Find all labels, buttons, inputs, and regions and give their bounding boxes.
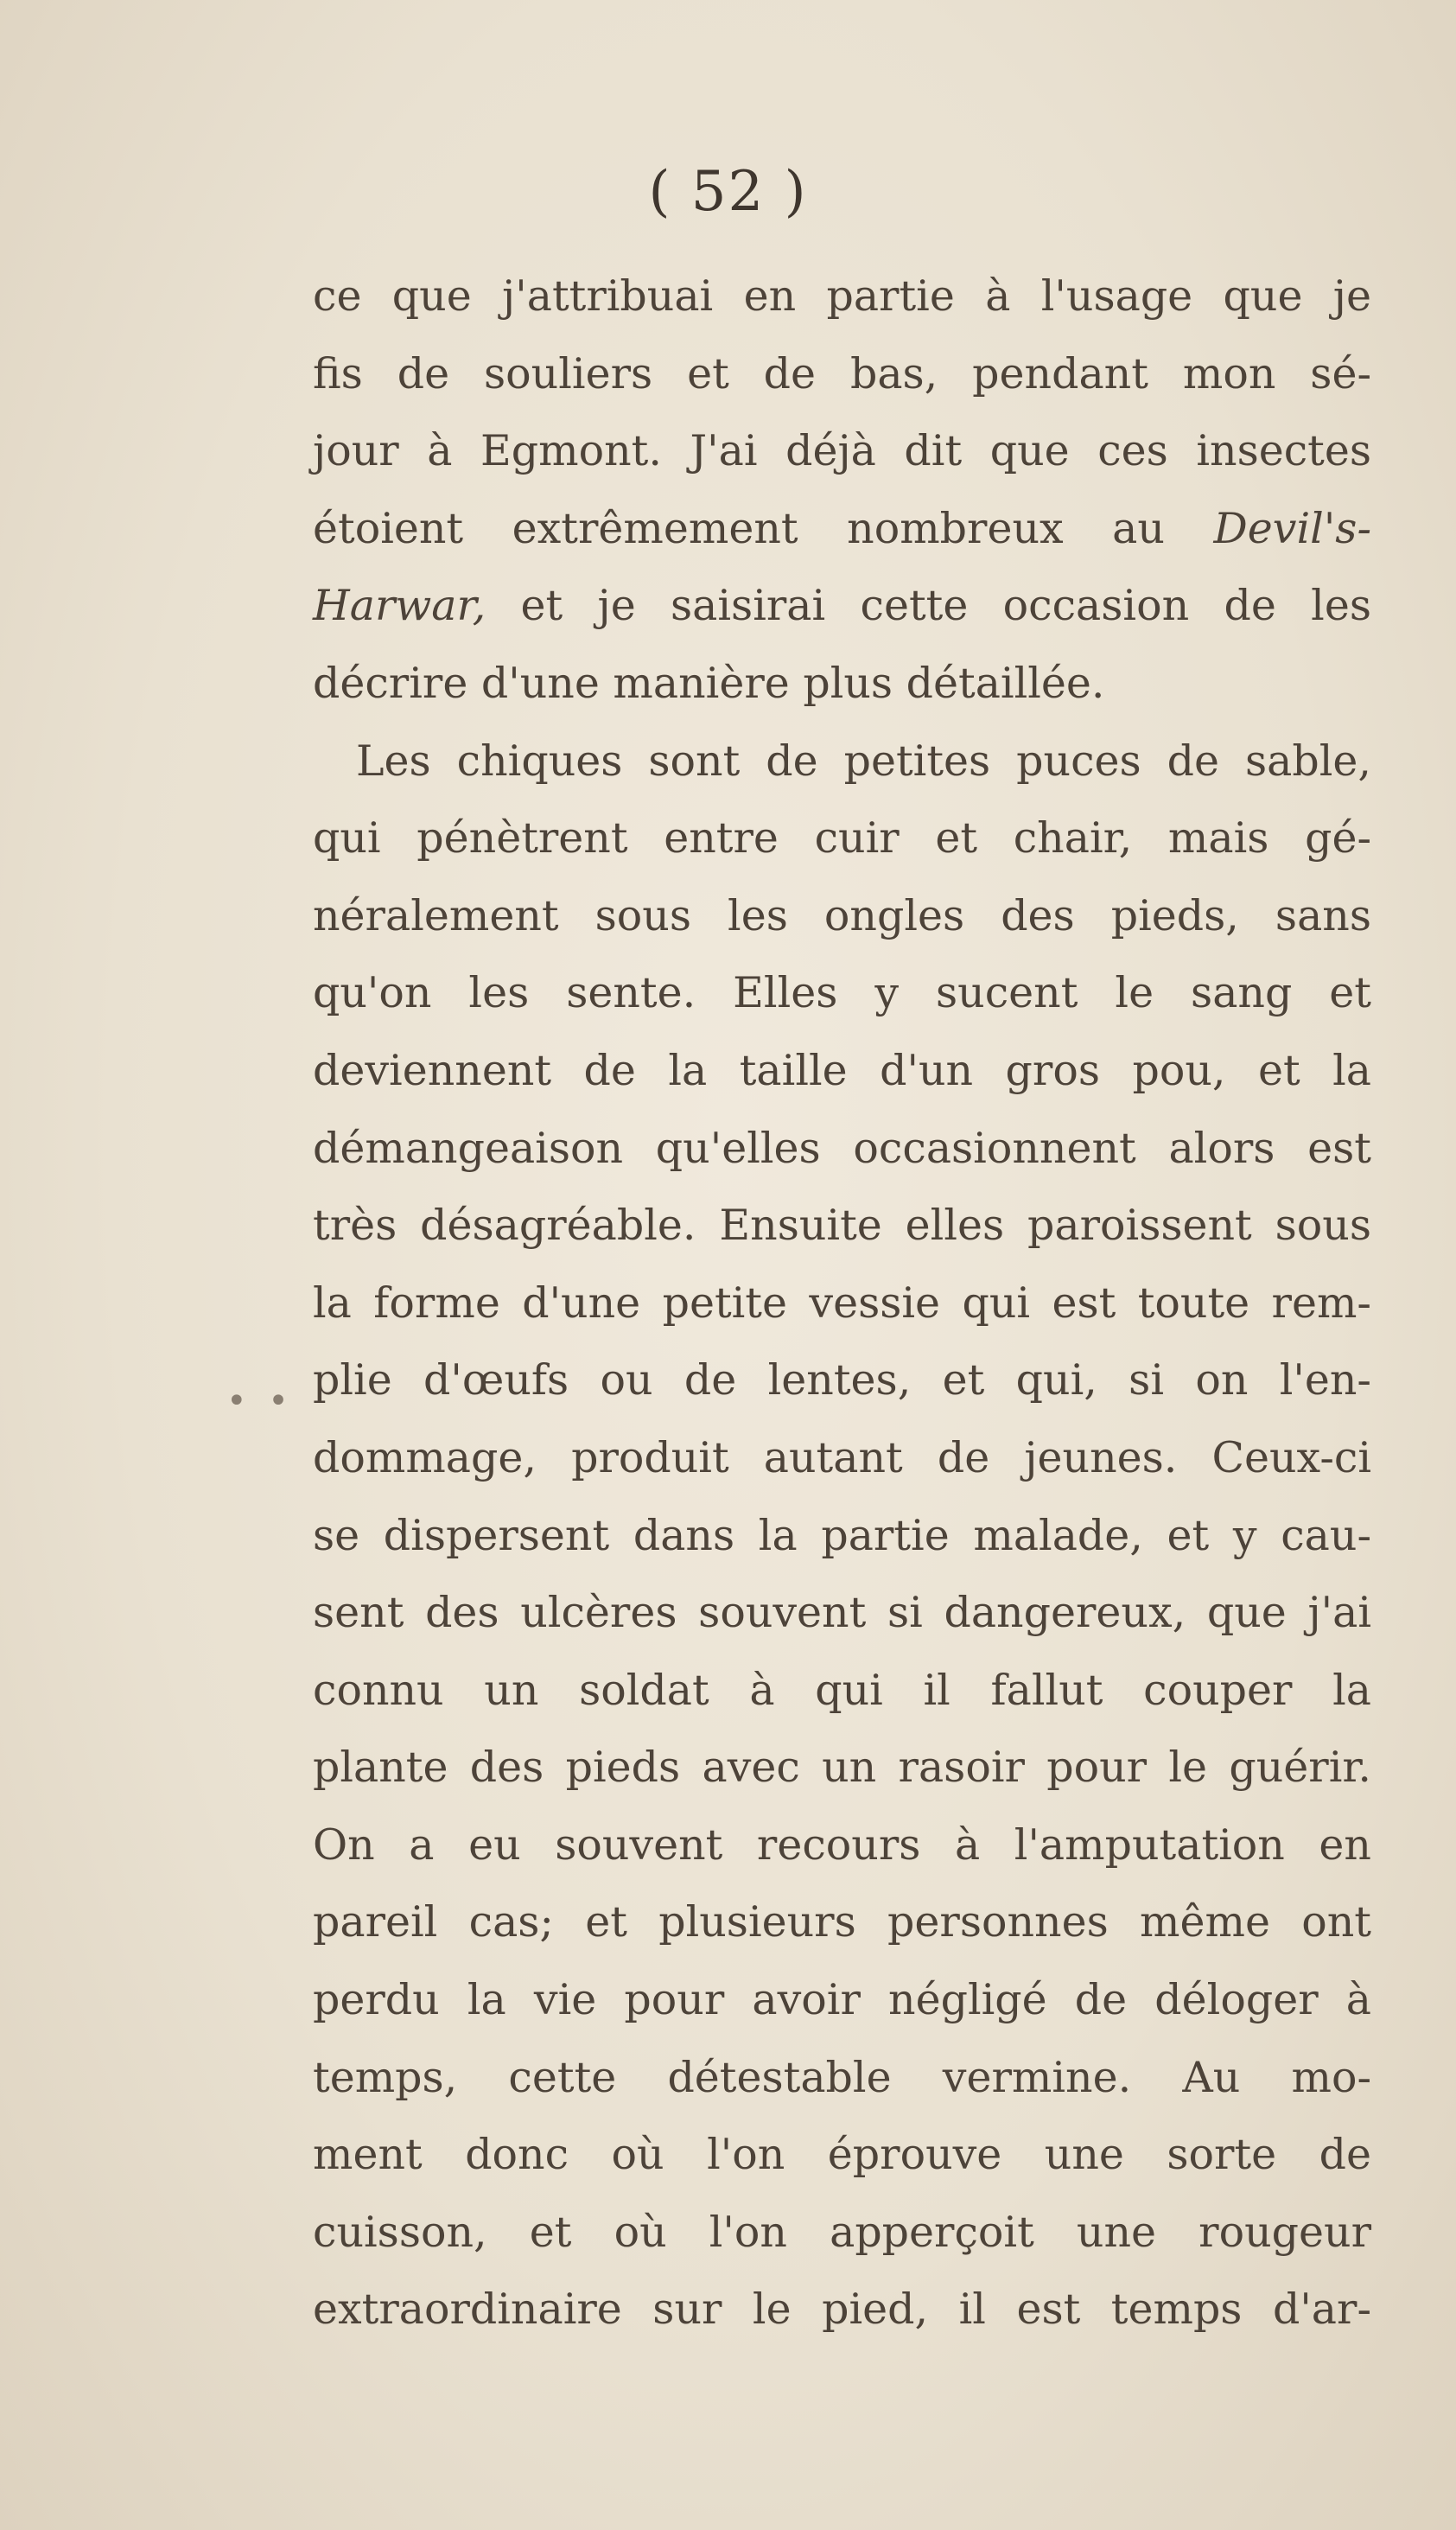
text-line-24: temps, cette détestable vermine. Au mo- <box>313 2052 1371 2102</box>
text-line-1: ce que j'attribuai en partie à l'usage que je <box>313 271 1371 321</box>
body-text <box>313 258 1371 2348</box>
text-line-4 <box>313 490 1371 568</box>
text-line-11: deviennent de la taille d'un gros pou, et la <box>313 1045 1371 1095</box>
text-line-15: plie d'œufs ou de lentes, et qui, si on l'en- <box>313 1355 1371 1405</box>
text-line-21: On a eu souvent recours à l'amputation en <box>313 1819 1371 1870</box>
text-line-7: Les chiques sont de petites puces de sable, <box>356 736 1371 786</box>
text-line-16: dommage, produit autant de jeunes. Ceux-ci <box>313 1432 1371 1482</box>
text-line-26: cuisson, et où l'on apperçoit une rougeur <box>313 2207 1371 2257</box>
page-number: ( 52 ) <box>648 160 808 224</box>
text-line-23: perdu la vie pour avoir négligé de déloger à <box>313 1975 1371 2025</box>
text-line-20: plante des pieds avec un rasoir pour le guérir. <box>313 1743 1371 1793</box>
text-line-22: pareil cas; et plusieurs personnes même ont <box>313 1897 1371 1947</box>
text-line-14: la forme d'une petite vessie qui est toute rem- <box>313 1278 1371 1328</box>
text-line-25: ment donc où l'on éprouve une sorte de <box>313 2130 1371 2180</box>
text-line-13: très désagréable. Ensuite elles paroissent sous <box>313 1201 1371 1251</box>
text-line-19: connu un soldat à qui il fallut couper la <box>313 1665 1371 1715</box>
text-line-12: démangeaison qu'elles occasionnent alors est <box>313 1123 1371 1173</box>
text-line-5-roman: et je saisirai cette occasion de les <box>486 581 1371 631</box>
text-line-2: fis de souliers et de bas, pendant mon sé- <box>313 348 1371 398</box>
text-line-8: qui pénètrent entre cuir et chair, mais gé- <box>313 813 1371 864</box>
text-line-9: néralement sous les ongles des pieds, sans <box>313 890 1371 940</box>
text-line-17: se dispersent dans la partie malade, et y cau- <box>313 1510 1371 1560</box>
text-line-10: qu'on les sente. Elles y sucent le sang et <box>313 968 1371 1018</box>
text-line-6: décrire d'une manière plus détaillée. <box>313 658 1105 708</box>
margin-mark: • • <box>226 1381 294 1421</box>
text-line-4-italic: Devil's- <box>1213 503 1371 553</box>
text-line-5-italic: Harwar, <box>313 581 486 631</box>
text-line-18: sent des ulcères souvent si dangereux, que j'ai <box>313 1588 1371 1638</box>
text-line-27: extraordinaire sur le pied, il est temps d'ar- <box>313 2285 1371 2335</box>
text-line-5 <box>313 567 1371 645</box>
text-line-3: jour à Egmont. J'ai déjà dit que ces insectes <box>313 426 1371 476</box>
text-line-4-roman: étoient extrêmement nombreux au <box>313 503 1214 553</box>
